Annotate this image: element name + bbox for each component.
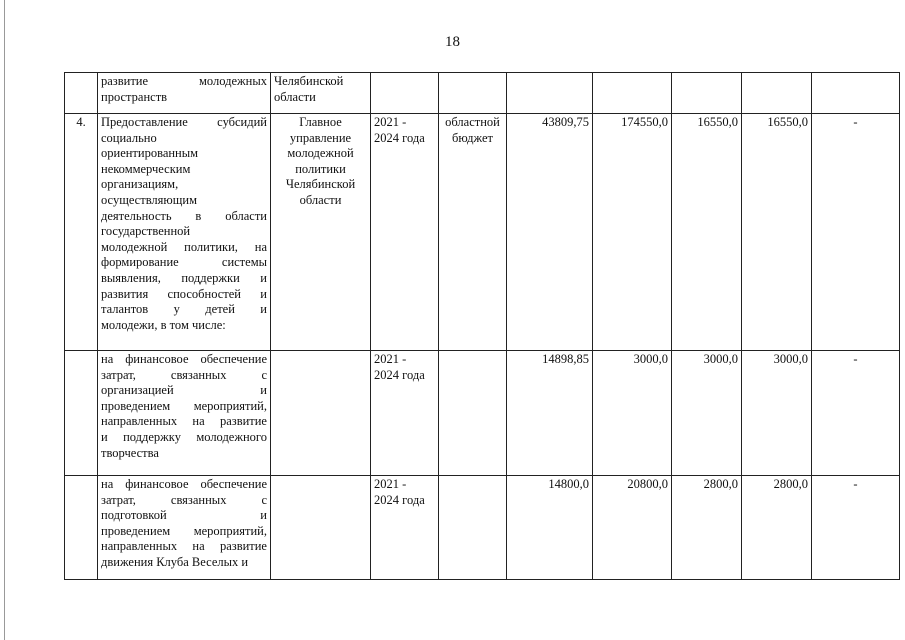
executor-cell [271,476,371,580]
description-line: проведением мероприятий, [101,398,267,413]
description-line: молодежной политики, на [101,239,267,254]
table-row [65,476,900,580]
description-cell [98,114,271,351]
description-line: и поддержку молодежного [101,429,267,444]
amount-cell-3: 2800,0 [672,476,742,580]
row-number-cell [65,73,98,114]
amount-cell-2 [593,73,672,114]
description-line: движения Клуба Веселых и [101,554,249,569]
description-line: Предоставление субсидий [101,115,267,129]
funding-source-cell: областной бюджет [439,114,507,351]
amount-cell-2: 20800,0 [593,476,672,580]
row-number-cell: 4. [65,114,98,351]
description-line: направленных на развитие [101,539,267,554]
description-line: ориентированным [101,146,199,161]
amount-cell-3 [672,73,742,114]
funding-source-cell [439,476,507,580]
amount-cell-5 [812,73,900,114]
amount-cell-1: 14800,0 [507,476,593,580]
description-line: осуществляющим [101,192,197,207]
amount-cell-2: 174550,0 [593,114,672,351]
amount-cell-2: 3000,0 [593,351,672,476]
row-number-cell [65,351,98,476]
description-line: на финансовое обеспечение [101,352,267,366]
description-line: деятельность в области [101,208,267,223]
amount-cell-4: 16550,0 [742,114,812,351]
amount-cell-5: - [812,351,900,476]
description-line: проведением мероприятий, [101,523,267,538]
program-table [64,72,900,580]
amount-cell-1: 43809,75 [507,114,593,351]
executor-cell [271,351,371,476]
description-line: затрат, связанных с [101,492,267,507]
description-line: на финансовое обеспечение [101,477,267,491]
funding-source-cell [439,73,507,114]
description-line: творчества [101,445,159,460]
years-cell: 2021 - 2024 года [371,351,439,476]
description-line: развития способностей и [101,286,267,301]
table-row [65,114,900,351]
executor-cell: Челябинской области [271,73,371,114]
amount-cell-5: - [812,114,900,351]
description-line: выявления, поддержки и [101,270,267,285]
description-line: подготовкой и [101,508,267,523]
description-line: пространств [101,89,168,104]
description-line: молодежи, в том числе: [101,317,226,332]
description-line: государственной [101,224,191,239]
amount-cell-5: - [812,476,900,580]
amount-cell-1 [507,73,593,114]
amount-cell-3: 16550,0 [672,114,742,351]
description-cell [98,351,271,476]
amount-cell-4: 2800,0 [742,476,812,580]
amount-cell-4: 3000,0 [742,351,812,476]
years-cell: 2021 - 2024 года [371,114,439,351]
description-line: развитие молодежных [101,74,267,88]
description-line: формирование системы [101,255,267,270]
description-line: талантов у детей и [101,302,267,317]
funding-source-cell [439,351,507,476]
description-line: организациям, [101,177,179,192]
years-cell [371,73,439,114]
description-line: социально [101,130,157,145]
table-row [65,73,900,114]
amount-cell-1: 14898,85 [507,351,593,476]
row-number-cell [65,476,98,580]
description-line: направленных на развитие [101,414,267,429]
description-line: организацией и [101,383,267,398]
amount-cell-3: 3000,0 [672,351,742,476]
description-line: некоммерческим [101,161,191,176]
table-row [65,351,900,476]
page-number: 18 [445,34,460,50]
description-line: затрат, связанных с [101,367,267,382]
page-edge-line [4,0,5,640]
description-cell [98,73,271,114]
executor-cell: Главное управление молодежной политики Челябинской области [271,114,371,351]
description-cell [98,476,271,580]
amount-cell-4 [742,73,812,114]
years-cell: 2021 - 2024 года [371,476,439,580]
